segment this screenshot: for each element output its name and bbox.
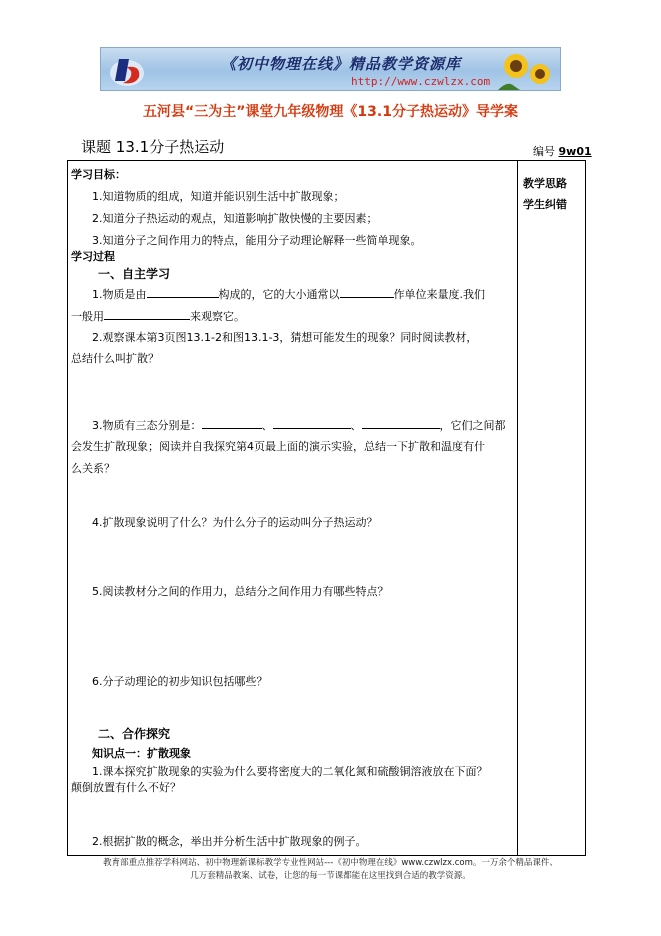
question-1-line2: 一般用 来观察它。 <box>71 310 245 323</box>
answer-blank[interactable] <box>362 418 440 429</box>
question-3-line3: 么关系？ <box>71 462 115 475</box>
header-banner <box>100 47 561 91</box>
answer-blank[interactable] <box>202 418 262 429</box>
footer-note <box>0 857 661 883</box>
question-1-line1: 1.物质是由 构成的，它的大小通常以 作单位来量度.我们 <box>92 288 485 301</box>
question-3-line2: 会发生扩散现象；阅读并自我探究第4页最上面的演示实验，总结一下扩散和温度有什 <box>71 440 485 453</box>
answer-blank[interactable] <box>104 309 190 320</box>
question-2-line1: 2.观察课本第3页图13.1-2和图13.1-3，猜想可能发生的现象？同时阅读教材， <box>92 331 478 344</box>
question-2-line2: 总结什么叫扩散？ <box>71 352 159 365</box>
goals-heading: 学习目标： <box>71 168 126 181</box>
footer-line-1: 教育部重点推荐学科网站、初中物理新课标教学专业性网站---《初中物理在线》www.czwlzx.com。一万余个精品课件、 <box>103 858 558 868</box>
serial-label: 编号 <box>533 145 555 158</box>
process-heading: 学习过程 <box>71 250 115 263</box>
goal-item: 2.知道分子热运动的观点，知道影响扩散快慢的主要因素； <box>92 212 378 225</box>
banner-title: 《初中物理在线》精品教学资源库 <box>221 55 462 73</box>
document-title: 五河县“三为主”课堂九年级物理《13.1分子热运动》导学案 <box>143 104 518 120</box>
column-divider <box>517 160 518 856</box>
cooperative-question-1-line1: 1.课本探究扩散现象的实验为什么要将密度大的二氧化氮和硫酸铜溶液放在下面？ <box>92 765 488 778</box>
question-6: 6.分子动理论的初步知识包括哪些？ <box>92 675 268 688</box>
serial-value: 9w01 <box>558 145 592 158</box>
lesson-title <box>81 136 224 157</box>
section-cooperative: 二、合作探究 <box>98 727 171 741</box>
footer-line-2: 几万套精品教案、试卷，让您的每一节课都能在这里找到合适的教学资源。 <box>190 871 471 881</box>
serial-number <box>533 143 592 159</box>
answer-blank[interactable] <box>147 287 219 298</box>
question-5: 5.阅读教材分之间的作用力，总结分之间作用力有哪些特点？ <box>92 585 389 598</box>
site-logo-icon <box>107 51 147 89</box>
cooperative-question-1-line2: 颠倒放置有什么不好？ <box>71 781 181 794</box>
side-label-correction: 学生纠错 <box>523 198 567 211</box>
cooperative-question-2: 2.根据扩散的概念，举出并分析生活中扩散现象的例子。 <box>92 835 367 848</box>
question-3-line1: 3.物质有三态分别是： 、 、 ，它们之间都 <box>92 419 506 432</box>
lesson-label: 课题 <box>81 138 112 156</box>
answer-blank[interactable] <box>340 287 394 298</box>
goal-item: 3.知道分子之间作用力的特点，能用分子动理论解释一些简单现象。 <box>92 234 422 247</box>
goal-item: 1.知道物质的组成，知道并能识别生活中扩散现象； <box>92 190 345 203</box>
side-column <box>523 173 567 215</box>
banner-url[interactable]: http://www.czwlzx.com <box>351 75 491 88</box>
side-label-teaching: 教学思路 <box>523 177 567 190</box>
section-self-study: 一、自主学习 <box>98 267 171 281</box>
lesson-value: 13.1分子热运动 <box>115 138 225 156</box>
answer-blank[interactable] <box>273 418 351 429</box>
question-4: 4.扩散现象说明了什么？为什么分子的运动叫分子热运动？ <box>92 516 378 529</box>
knowledge-point-1: 知识点一：扩散现象 <box>92 747 191 760</box>
sunflower-icon <box>494 50 554 90</box>
